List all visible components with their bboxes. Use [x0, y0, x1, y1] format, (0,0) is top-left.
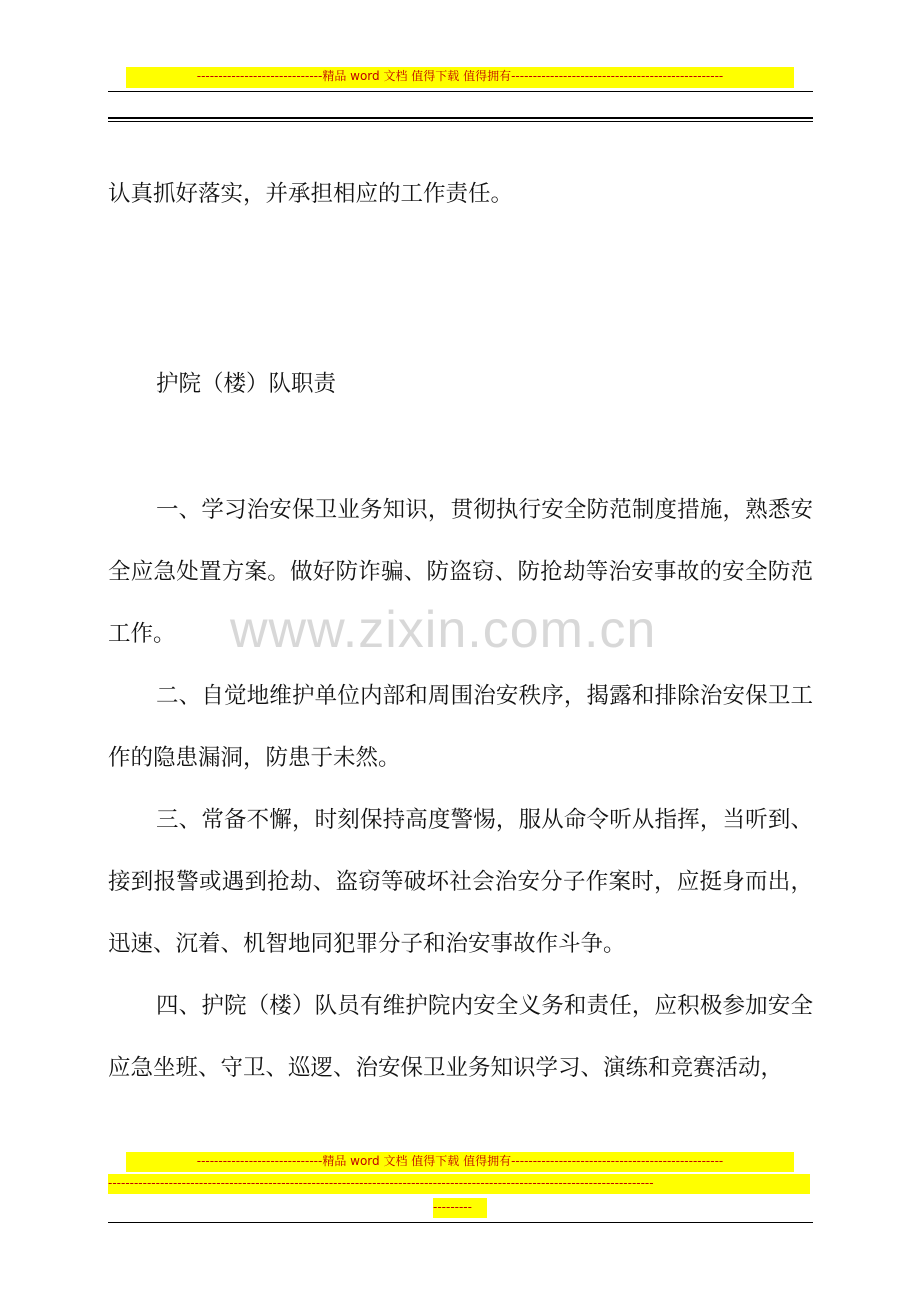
footer-dash-line: ------------------------------------------------------------------------------------------------------------------------------	[108, 1174, 810, 1194]
continuation-paragraph	[108, 163, 813, 225]
duty-item-3: 三、常备不懈，时刻保持高度警惕，服从命令听从指挥，当听到、接到报警或遇到抢劫、盗窃等破坏社会治安分子作案时，应挺身而出，迅速、沉着、机智地同犯罪分子和治安事故作斗争。	[108, 807, 813, 957]
watermark-text: www.zixin.com.cn	[230, 601, 657, 659]
continuation-text: 认真抓好落实，并承担相应的工作责任。	[108, 181, 514, 207]
header-rule-double-bottom	[108, 121, 813, 122]
duty-item-2: 二、自觉地维护单位内部和周围治安秩序，揭露和排除治安保卫工作的隐患漏洞，防患于未然。	[108, 683, 813, 771]
footer-banner	[126, 1152, 794, 1172]
footer-rule	[108, 1222, 813, 1223]
header-banner-text: 精品 word 文档 值得下载 值得拥有	[322, 69, 512, 83]
footer-banner-text: 精品 word 文档 值得下载 值得拥有	[322, 1154, 512, 1168]
footer-banner-dashes-right: -------------------------------------------------	[511, 1154, 724, 1168]
duty-list	[108, 479, 813, 1099]
header-banner-dashes-right: -------------------------------------------------	[511, 69, 724, 83]
header-rule-double-top	[108, 117, 813, 119]
footer-banner-dashes-left: -----------------------------	[196, 1154, 323, 1168]
header-rule-thin	[108, 91, 813, 92]
header-banner	[126, 67, 794, 88]
header-banner-dashes-left: -----------------------------	[196, 69, 323, 83]
section-heading: 护院（楼）队职责	[156, 371, 337, 397]
footer-dash-short: ---------	[433, 1198, 487, 1218]
duty-item-4: 四、护院（楼）队员有维护院内安全义务和责任，应积极参加安全应急坐班、守卫、巡逻、治安保卫业务知识学习、演练和竞赛活动，	[108, 993, 813, 1081]
duty-item-1: 一、学习治安保卫业务知识，贯彻执行安全防范制度措施，熟悉安全应急处置方案。做好防诈骗、防盗窃、防抢劫等治安事故的安全防范工作。	[108, 497, 813, 647]
